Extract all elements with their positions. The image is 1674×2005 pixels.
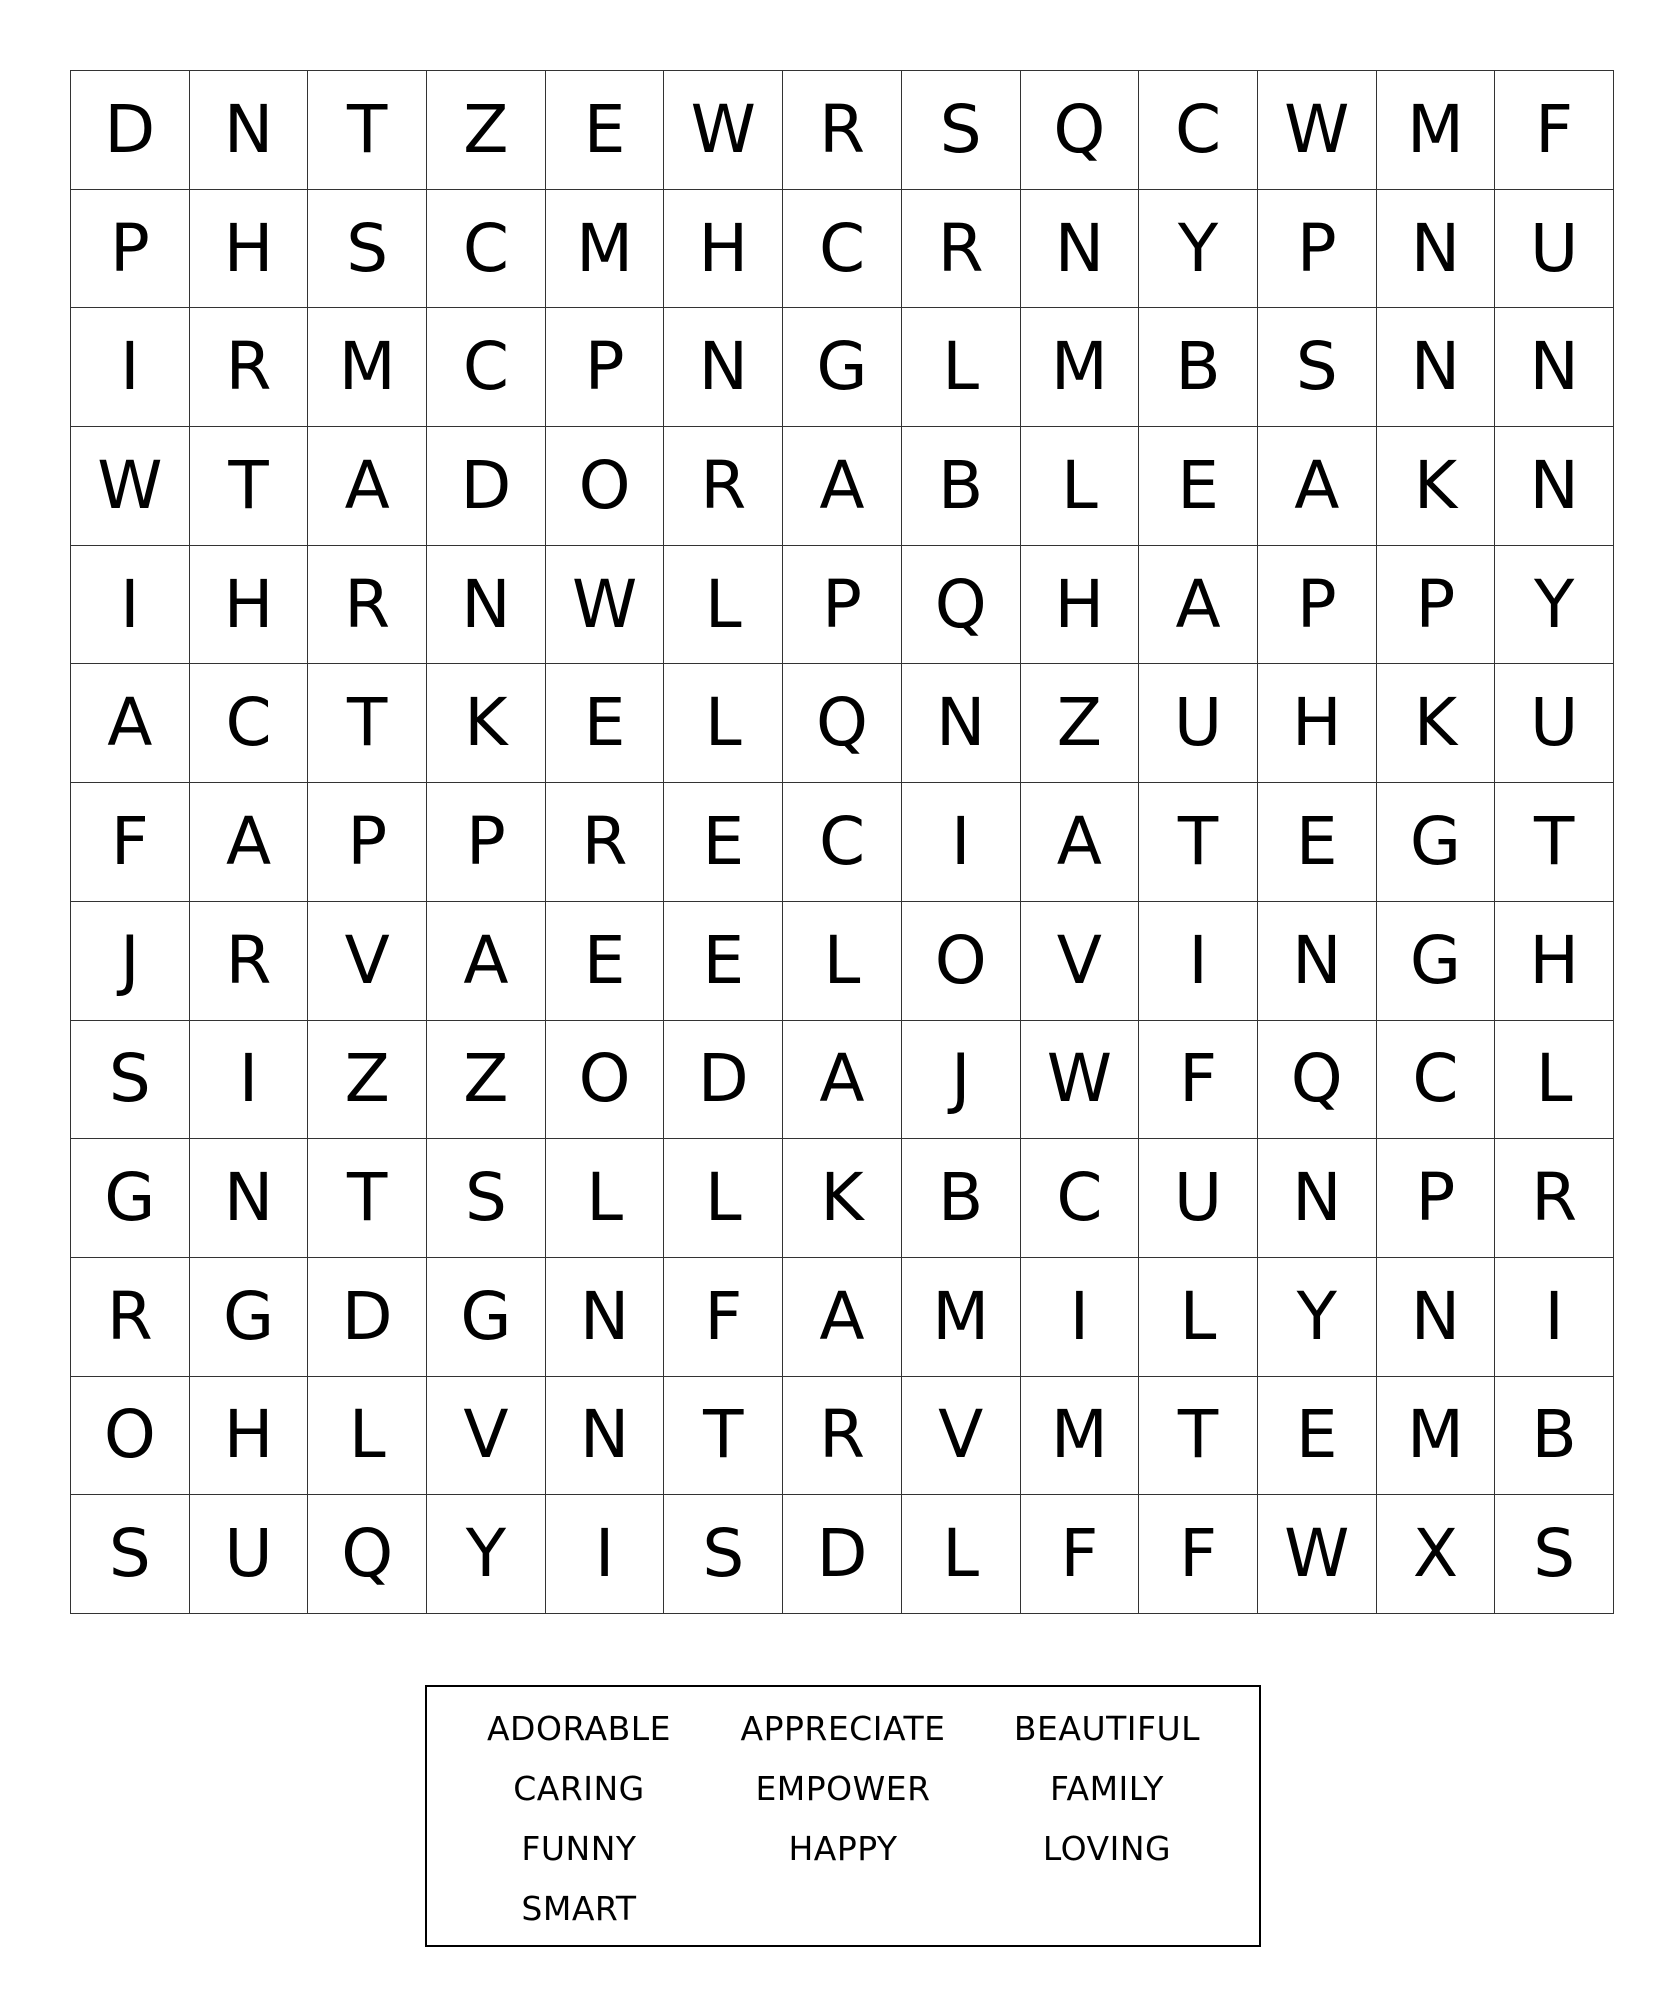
grid-cell[interactable]: O (546, 427, 665, 546)
grid-cell[interactable]: A (783, 427, 902, 546)
grid-cell[interactable]: Y (1495, 546, 1614, 665)
grid-cell[interactable]: V (902, 1377, 1021, 1496)
grid-cell[interactable]: S (1258, 308, 1377, 427)
grid-cell[interactable]: L (902, 1495, 1021, 1614)
grid-cell[interactable]: I (1139, 902, 1258, 1021)
grid-cell[interactable]: O (902, 902, 1021, 1021)
grid-cell[interactable]: Y (1258, 1258, 1377, 1377)
grid-cell[interactable]: G (190, 1258, 309, 1377)
grid-cell[interactable]: S (308, 190, 427, 309)
grid-cell[interactable]: R (1495, 1139, 1614, 1258)
grid-cell[interactable]: H (1021, 546, 1140, 665)
word-list-item: LOVING (1042, 1829, 1172, 1868)
grid-cell[interactable]: R (190, 902, 309, 1021)
grid-cell[interactable]: L (1495, 1021, 1614, 1140)
grid-cell[interactable]: S (664, 1495, 783, 1614)
grid-cell[interactable]: N (546, 1377, 665, 1496)
grid-cell[interactable]: M (1021, 1377, 1140, 1496)
grid-cell[interactable]: B (902, 1139, 1021, 1258)
grid-cell[interactable]: N (190, 1139, 309, 1258)
grid-cell[interactable]: F (71, 783, 190, 902)
grid-cell[interactable]: G (783, 308, 902, 427)
grid-cell[interactable]: A (427, 902, 546, 1021)
grid-cell[interactable]: R (783, 1377, 902, 1496)
grid-cell[interactable]: E (546, 664, 665, 783)
grid-cell[interactable]: O (71, 1377, 190, 1496)
grid-cell[interactable]: Y (427, 1495, 546, 1614)
grid-cell[interactable]: U (1139, 664, 1258, 783)
grid-cell[interactable]: T (308, 1139, 427, 1258)
grid-cell[interactable]: I (190, 1021, 309, 1140)
word-list-item: HAPPY (788, 1829, 898, 1868)
grid-cell[interactable]: V (308, 902, 427, 1021)
grid-cell[interactable]: P (1377, 1139, 1496, 1258)
grid-cell[interactable]: B (902, 427, 1021, 546)
grid-cell[interactable]: C (783, 783, 902, 902)
grid-cell[interactable]: M (902, 1258, 1021, 1377)
grid-cell[interactable]: T (1139, 1377, 1258, 1496)
grid-cell[interactable]: W (546, 546, 665, 665)
grid-cell[interactable]: H (1258, 664, 1377, 783)
grid-cell[interactable]: L (664, 664, 783, 783)
grid-cell[interactable]: L (308, 1377, 427, 1496)
grid-cell[interactable]: E (546, 71, 665, 190)
grid-cell[interactable]: T (664, 1377, 783, 1496)
grid-cell[interactable]: E (546, 902, 665, 1021)
grid-cell[interactable]: A (783, 1258, 902, 1377)
grid-cell[interactable]: I (546, 1495, 665, 1614)
grid-cell[interactable]: A (1139, 546, 1258, 665)
grid-cell[interactable]: L (1021, 427, 1140, 546)
grid-cell[interactable]: A (308, 427, 427, 546)
grid-cell[interactable]: Z (427, 71, 546, 190)
grid-cell[interactable]: E (664, 783, 783, 902)
grid-cell[interactable]: M (308, 308, 427, 427)
grid-cell[interactable]: C (427, 308, 546, 427)
grid-cell[interactable]: F (664, 1258, 783, 1377)
word-list-item: SMART (521, 1889, 637, 1928)
word-list-item: BEAUTIFUL (1013, 1709, 1201, 1748)
grid-cell[interactable]: A (1258, 427, 1377, 546)
grid-cell[interactable]: T (308, 664, 427, 783)
grid-cell[interactable]: R (190, 308, 309, 427)
grid-cell[interactable]: I (71, 546, 190, 665)
grid-cell[interactable]: D (308, 1258, 427, 1377)
word-list-item: FAMILY (1050, 1769, 1164, 1808)
grid-cell[interactable]: D (427, 427, 546, 546)
grid-cell[interactable]: R (902, 190, 1021, 309)
grid-cell[interactable]: F (1495, 71, 1614, 190)
grid-cell[interactable]: N (190, 71, 309, 190)
grid-cell[interactable]: H (190, 1377, 309, 1496)
grid-cell[interactable]: P (1377, 546, 1496, 665)
word-list-item: ADORABLE (486, 1709, 671, 1748)
grid-cell[interactable]: E (1139, 427, 1258, 546)
grid-cell[interactable]: L (902, 308, 1021, 427)
grid-cell[interactable]: H (664, 190, 783, 309)
grid-cell[interactable]: P (71, 190, 190, 309)
grid-cell[interactable]: J (902, 1021, 1021, 1140)
grid-cell[interactable]: Q (1021, 71, 1140, 190)
grid-cell[interactable]: N (1258, 1139, 1377, 1258)
grid-cell[interactable]: B (1495, 1377, 1614, 1496)
grid-cell[interactable]: A (71, 664, 190, 783)
grid-cell[interactable]: M (1377, 1377, 1496, 1496)
grid-cell[interactable]: W (1021, 1021, 1140, 1140)
grid-cell[interactable]: Z (1021, 664, 1140, 783)
grid-cell[interactable]: D (664, 1021, 783, 1140)
grid-cell[interactable]: C (783, 190, 902, 309)
grid-cell[interactable]: P (308, 783, 427, 902)
grid-cell[interactable]: S (1495, 1495, 1614, 1614)
grid-cell[interactable]: I (1021, 1258, 1140, 1377)
grid-cell[interactable]: N (902, 664, 1021, 783)
grid-cell[interactable]: S (902, 71, 1021, 190)
grid-cell[interactable]: W (1258, 71, 1377, 190)
grid-cell[interactable]: C (1139, 71, 1258, 190)
grid-cell[interactable]: N (1377, 308, 1496, 427)
grid-cell[interactable]: M (1377, 71, 1496, 190)
word-list-item: EMPOWER (755, 1769, 931, 1808)
grid-cell[interactable]: C (190, 664, 309, 783)
grid-cell[interactable]: N (1021, 190, 1140, 309)
grid-cell[interactable]: P (1258, 546, 1377, 665)
grid-cell[interactable]: H (1495, 902, 1614, 1021)
grid-cell[interactable]: E (1258, 783, 1377, 902)
grid-cell[interactable]: G (1377, 902, 1496, 1021)
grid-cell[interactable]: L (664, 546, 783, 665)
grid-cell[interactable]: I (902, 783, 1021, 902)
grid-cell[interactable]: G (427, 1258, 546, 1377)
grid-cell[interactable]: R (664, 427, 783, 546)
grid-cell[interactable]: U (1139, 1139, 1258, 1258)
grid-cell[interactable]: P (783, 546, 902, 665)
grid-cell[interactable]: C (1021, 1139, 1140, 1258)
grid-cell[interactable]: T (1139, 783, 1258, 902)
grid-cell[interactable]: A (190, 783, 309, 902)
grid-cell[interactable]: N (427, 546, 546, 665)
grid-cell[interactable]: E (664, 902, 783, 1021)
word-list (425, 1685, 1261, 1947)
word-list-item: FUNNY (521, 1829, 637, 1868)
grid-cell[interactable]: A (1021, 783, 1140, 902)
grid-cell[interactable]: W (71, 427, 190, 546)
grid-cell[interactable]: T (1495, 783, 1614, 902)
grid-cell[interactable]: Z (308, 1021, 427, 1140)
letter-grid (70, 70, 1614, 1614)
grid-cell[interactable]: E (1258, 1377, 1377, 1496)
grid-cell[interactable]: N (1495, 427, 1614, 546)
grid-cell[interactable]: A (783, 1021, 902, 1140)
grid-cell[interactable]: Z (427, 1021, 546, 1140)
grid-cell[interactable]: C (1377, 1021, 1496, 1140)
grid-cell[interactable]: S (71, 1021, 190, 1140)
grid-cell[interactable]: M (546, 190, 665, 309)
grid-cell[interactable]: N (546, 1258, 665, 1377)
grid-cell[interactable]: L (546, 1139, 665, 1258)
grid-cell[interactable]: S (71, 1495, 190, 1614)
grid-cell[interactable]: V (1021, 902, 1140, 1021)
grid-cell[interactable]: U (1495, 190, 1614, 309)
grid-cell[interactable]: H (190, 190, 309, 309)
grid-cell[interactable]: T (308, 71, 427, 190)
grid-cell[interactable]: N (664, 308, 783, 427)
grid-cell[interactable]: Q (308, 1495, 427, 1614)
grid-cell[interactable]: G (71, 1139, 190, 1258)
grid-cell[interactable]: L (783, 902, 902, 1021)
grid-cell[interactable]: R (71, 1258, 190, 1377)
grid-cell[interactable]: R (783, 71, 902, 190)
grid-cell[interactable]: N (1495, 308, 1614, 427)
grid-cell[interactable]: Q (783, 664, 902, 783)
grid-cell[interactable]: K (427, 664, 546, 783)
grid-cell[interactable]: Q (1258, 1021, 1377, 1140)
grid-cell[interactable]: I (1495, 1258, 1614, 1377)
grid-cell[interactable]: N (1377, 190, 1496, 309)
grid-cell[interactable]: B (1139, 308, 1258, 427)
grid-cell[interactable]: S (427, 1139, 546, 1258)
grid-cell[interactable]: P (427, 783, 546, 902)
grid-cell[interactable]: K (783, 1139, 902, 1258)
grid-cell[interactable]: Y (1139, 190, 1258, 309)
grid-cell[interactable]: J (71, 902, 190, 1021)
grid-cell[interactable]: R (546, 783, 665, 902)
grid-cell[interactable]: W (1258, 1495, 1377, 1614)
grid-cell[interactable]: W (664, 71, 783, 190)
grid-cell[interactable]: K (1377, 664, 1496, 783)
grid-cell[interactable]: T (190, 427, 309, 546)
grid-cell[interactable]: N (1377, 1258, 1496, 1377)
grid-cell[interactable]: L (664, 1139, 783, 1258)
grid-cell[interactable]: R (308, 546, 427, 665)
grid-cell[interactable]: P (546, 308, 665, 427)
grid-cell[interactable]: C (427, 190, 546, 309)
grid-cell[interactable]: I (71, 308, 190, 427)
grid-cell[interactable]: U (1495, 664, 1614, 783)
grid-cell[interactable]: N (1258, 902, 1377, 1021)
grid-cell[interactable]: U (190, 1495, 309, 1614)
grid-cell[interactable]: D (783, 1495, 902, 1614)
grid-cell[interactable]: F (1021, 1495, 1140, 1614)
grid-cell[interactable]: L (1139, 1258, 1258, 1377)
grid-cell[interactable]: G (1377, 783, 1496, 902)
grid-cell[interactable]: D (71, 71, 190, 190)
grid-cell[interactable]: X (1377, 1495, 1496, 1614)
grid-cell[interactable]: O (546, 1021, 665, 1140)
word-list-item: APPRECIATE (740, 1709, 946, 1748)
grid-cell[interactable]: P (1258, 190, 1377, 309)
grid-cell[interactable]: Q (902, 546, 1021, 665)
grid-cell[interactable]: F (1139, 1495, 1258, 1614)
grid-cell[interactable]: K (1377, 427, 1496, 546)
grid-cell[interactable]: M (1021, 308, 1140, 427)
grid-cell[interactable]: V (427, 1377, 546, 1496)
word-list-item: CARING (513, 1769, 645, 1808)
grid-cell[interactable]: F (1139, 1021, 1258, 1140)
grid-cell[interactable]: H (190, 546, 309, 665)
